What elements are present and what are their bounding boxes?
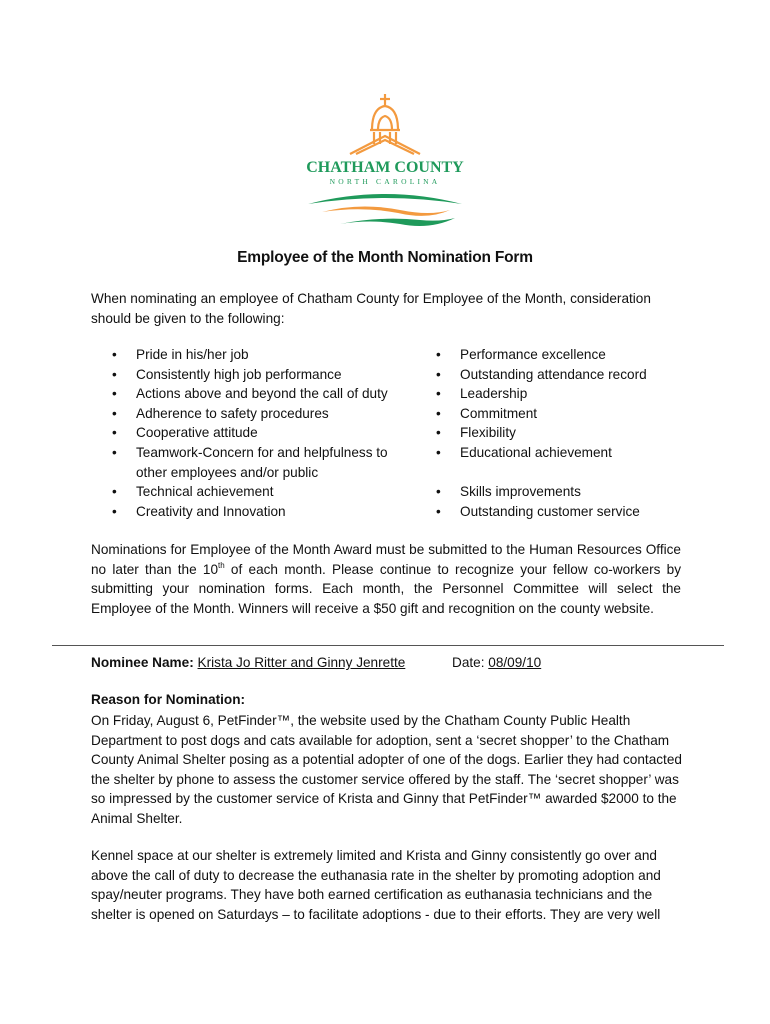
divider [52, 645, 724, 646]
list-item: • Teamwork-Concern for and helpfulness to other employees and/or public [112, 443, 412, 482]
list-item: • Creativity and Innovation [112, 502, 412, 522]
submission-note: Nominations for Employee of the Month Award must be submitted to the Human Resources Office no later than the 10th of each month. Please continue to recognize your fellow co-workers by submitting your nomination forms. Each month, the Personnel Committee will select the Employee of the Month. Winners will receive a $50 gift and recognition on the county website. [91, 542, 681, 616]
nominee-value[interactable]: Krista Jo Ritter and Ginny Jenrette [197, 655, 406, 670]
list-item: • Outstanding customer service [436, 502, 696, 522]
chatham-county-logo [300, 92, 470, 237]
list-item: • Adherence to safety procedures [112, 404, 412, 424]
svg-text:NORTH CAROLINA: NORTH CAROLINA [329, 177, 441, 186]
list-item: • Outstanding attendance record [436, 365, 696, 385]
list-item: • Commitment [436, 404, 696, 424]
nominee-label: Nominee Name: [91, 655, 194, 670]
nominee-field [91, 655, 405, 670]
list-item: • Technical achievement [112, 482, 412, 502]
reason-heading: Reason for Nomination: [91, 692, 246, 707]
intro-paragraph: When nominating an employee of Chatham County for Employee of the Month, consideration should be given to the following: [91, 291, 651, 326]
list-item: • Actions above and beyond the call of duty [112, 384, 412, 404]
reason-paragraph-2: Kennel space at our shelter is extremely limited and Krista and Ginny consistently go over and above the call of duty to decrease the euthanasia rate in the shelter by promoting adoption and spay/neuter programs. They have both earned certification as euthanasia technicians and the shelter is opened on Saturdays – to facilitate adoptions - due to their efforts. They are very well [91, 848, 661, 922]
date-label: Date: [452, 655, 485, 670]
list-item: • Flexibility [436, 423, 696, 443]
list-item: • Leadership [436, 384, 696, 404]
list-item: • Consistently high job performance [112, 365, 412, 385]
list-item: • Cooperative attitude [112, 423, 412, 443]
date-field [452, 655, 541, 670]
criteria-list-left [112, 345, 412, 521]
criteria-list-right [436, 345, 696, 521]
list-item: • Performance excellence [436, 345, 696, 365]
svg-text:CHATHAM COUNTY: CHATHAM COUNTY [306, 159, 464, 176]
reason-paragraph-1: On Friday, August 6, PetFinder™, the website used by the Chatham County Public Health Department to post dogs and cats available for adoption, sent a ‘secret shopper’ to the Chatham County Animal Shelter posing as a potential adopter of one of the dogs. Earlier they had contacted the shelter by phone to assess the customer service offered by the staff. The ‘secret shopper’ was so impressed by the customer service of Krista and Ginny that PetFinder™ awarded $2000 to the Animal Shelter. [91, 713, 682, 826]
courthouse-icon [300, 92, 470, 237]
list-item: • Educational achievement [436, 443, 696, 463]
list-item: • Pride in his/her job [112, 345, 412, 365]
list-item: • Skills improvements [436, 482, 696, 502]
form-title: Employee of the Month Nomination Form [237, 249, 533, 266]
date-value[interactable]: 08/09/10 [488, 655, 542, 670]
